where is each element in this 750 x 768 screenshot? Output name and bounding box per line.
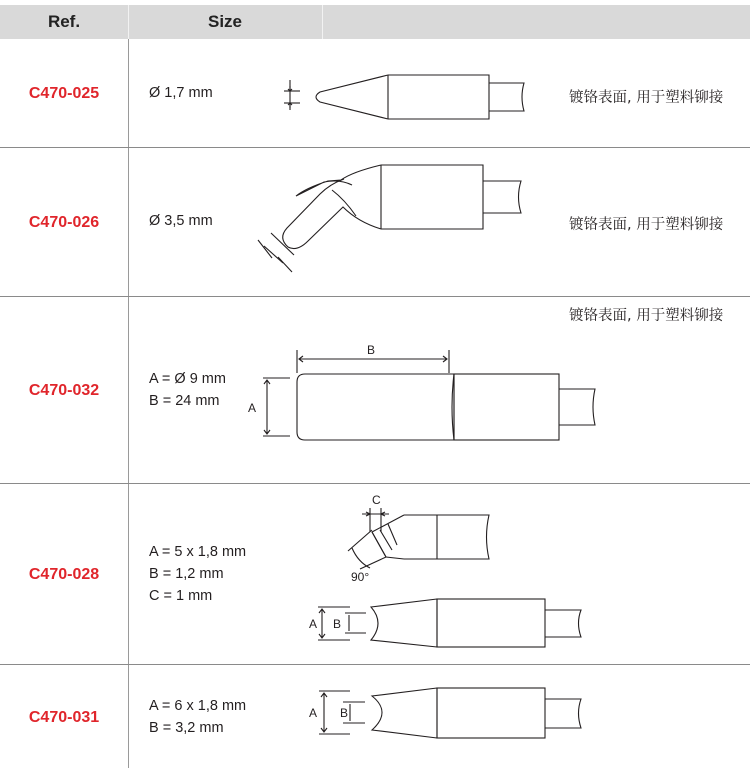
tip-028-drawing — [309, 493, 581, 647]
ref-c470-025: C470-025 — [28, 85, 100, 102]
ref-c470-032: C470-032 — [28, 382, 100, 399]
tip-026-drawing — [258, 165, 521, 272]
size-line: B = 24 mm — [149, 393, 220, 409]
size-line: A = Ø 9 mm — [149, 371, 226, 387]
size-line: Ø 1,7 mm — [149, 85, 213, 101]
size-line: B = 3,2 mm — [149, 720, 224, 736]
size-line: A = 6 x 1,8 mm — [149, 698, 247, 714]
tip-025-drawing — [284, 75, 524, 119]
note-c470-026: 镀铬表面, 用于塑料铆接 — [569, 217, 724, 233]
note-c470-025: 镀铬表面, 用于塑料铆接 — [569, 90, 724, 106]
dim-label-angle: 90° — [351, 570, 370, 584]
dim-label-b: B — [340, 706, 349, 720]
dim-label-b: B — [333, 617, 342, 631]
size-line: C = 1 mm — [149, 588, 213, 604]
dim-label-a: A — [309, 706, 318, 720]
dim-label-a: A — [309, 617, 318, 631]
header-ref: Ref. — [47, 12, 81, 31]
header-size: Size — [207, 12, 243, 31]
ref-c470-026: C470-026 — [28, 214, 100, 231]
size-line: A = 5 x 1,8 mm — [149, 544, 247, 560]
note-c470-032: 镀铬表面, 用于塑料铆接 — [569, 308, 724, 324]
tip-032-drawing — [248, 343, 595, 440]
ref-c470-031: C470-031 — [28, 709, 100, 726]
size-line: Ø 3,5 mm — [149, 213, 213, 229]
dim-label-a: A — [248, 401, 257, 415]
size-line: B = 1,2 mm — [149, 566, 224, 582]
dim-label-c: C — [372, 493, 381, 507]
dim-label-b: B — [367, 343, 376, 357]
tip-031-drawing — [309, 688, 581, 738]
ref-c470-028: C470-028 — [28, 566, 100, 583]
